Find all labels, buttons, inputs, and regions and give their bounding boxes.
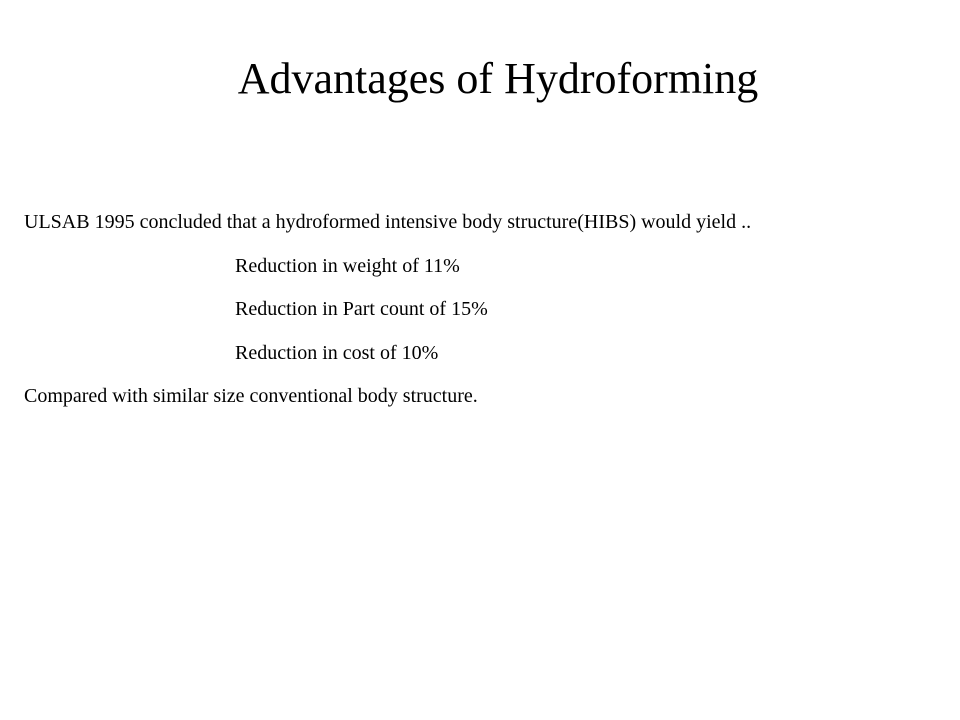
bullet-part-count-reduction: Reduction in Part count of 15% [235, 298, 488, 320]
slide-body [24, 206, 944, 424]
intro-text: ULSAB 1995 concluded that a hydroformed intensive body structure(HIBS) would yield .. [24, 211, 752, 233]
bullet-cost-reduction: Reduction in cost of 10% [235, 341, 439, 364]
bullet-weight-reduction: Reduction in weight of 11% [235, 254, 460, 277]
conclusion-text: Compared with similar size conventional body structure. [24, 385, 478, 407]
slide-title: Advantages of Hydroforming [237, 54, 759, 103]
